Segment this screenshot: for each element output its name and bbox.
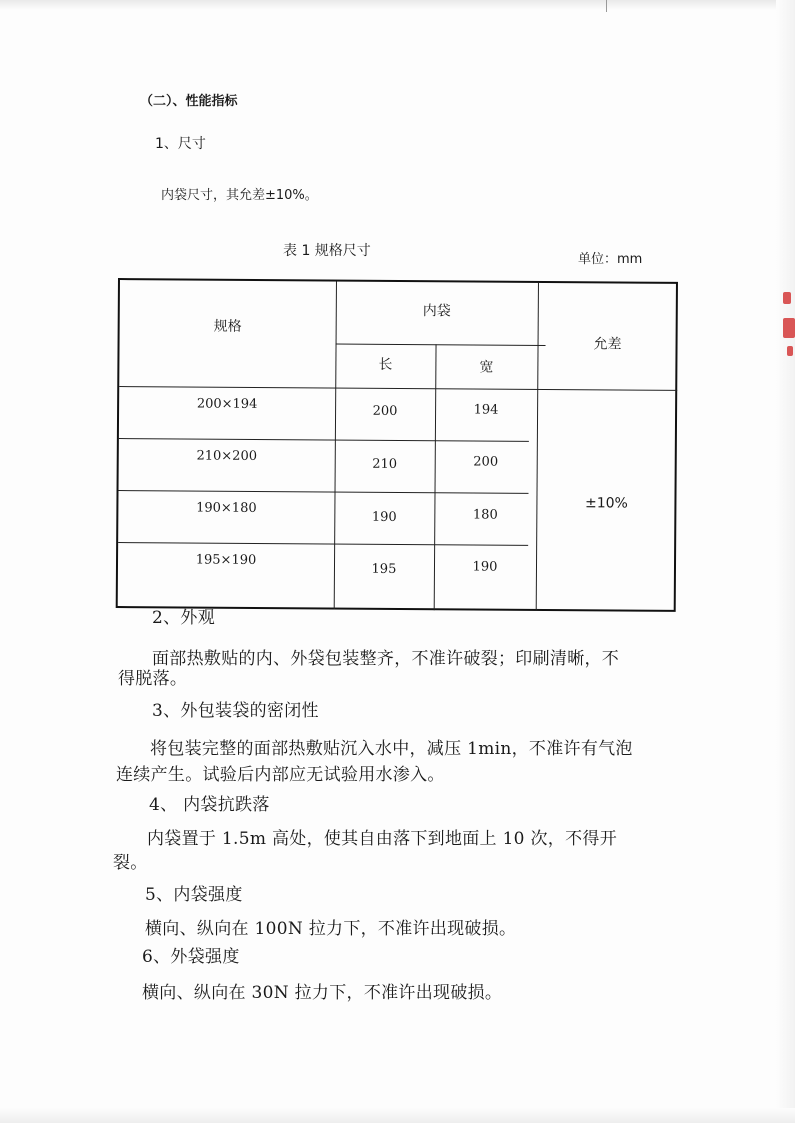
table-rule — [118, 542, 528, 546]
item4-text-line2: 裂。 — [113, 853, 148, 873]
header-inner-bag: 内袋 — [422, 303, 451, 320]
table-caption: 表 1 规格尺寸 — [283, 243, 371, 259]
table-rule — [336, 344, 546, 346]
item4-text-line1: 内袋置于 1.5m 高处，使其自由落下到地面上 10 次，不得开 — [147, 829, 618, 849]
item1-title: 1、尺寸 — [155, 136, 206, 152]
scan-artifact-line — [606, 0, 607, 12]
table-cell-spec: 195×190 — [195, 552, 257, 568]
item1-text: 内袋尺寸，其允差±10%。 — [161, 188, 318, 203]
table-cell-length: 200 — [372, 403, 398, 419]
table-rule — [119, 438, 529, 442]
spec-size-table — [116, 278, 678, 612]
section-title: （二）、性能指标 — [140, 94, 238, 109]
scan-top-edge — [0, 0, 795, 10]
table-cell-spec: 200×194 — [196, 396, 258, 412]
red-seal-fragment — [783, 292, 791, 304]
table-cell-width: 200 — [473, 454, 499, 470]
item2-title: 2、外观 — [152, 608, 216, 628]
table-cell-spec: 210×200 — [196, 448, 258, 464]
item3-text-line1: 将包装完整的面部热敷贴沉入水中，减压 1min，不准许有气泡 — [150, 739, 633, 759]
header-length: 长 — [378, 356, 393, 373]
item2-text-line1: 面部热敷贴的内、外袋包装整齐，不准许破裂；印刷清晰，不 — [152, 649, 620, 669]
red-seal-fragment — [783, 318, 795, 338]
table-cell-width: 180 — [472, 507, 498, 523]
table-cell-length: 190 — [371, 509, 397, 525]
scan-bottom-shadow — [0, 1108, 795, 1123]
item5-title: 5、内袋强度 — [145, 885, 243, 905]
table-cell-width: 190 — [472, 559, 498, 575]
table-cell-length: 210 — [372, 456, 398, 472]
header-tolerance: 允差 — [593, 336, 622, 353]
item3-title: 3、外包装袋的密闭性 — [152, 701, 319, 721]
item3-text-line2: 连续产生。试验后内部应无试验用水渗入。 — [116, 765, 445, 785]
table-cell-spec: 190×180 — [196, 500, 257, 516]
red-seal-fragment — [787, 346, 793, 356]
item6-title: 6、外袋强度 — [142, 947, 240, 967]
header-spec: 规格 — [213, 318, 242, 335]
scan-right-shadow — [776, 0, 795, 1123]
table-unit: 单位：mm — [578, 252, 643, 267]
item4-title: 4、 内袋抗跌落 — [149, 795, 270, 815]
table-rule — [119, 386, 677, 391]
tolerance-value: ±10% — [584, 495, 628, 512]
header-width: 宽 — [479, 359, 494, 376]
table-rule — [119, 490, 529, 494]
item2-text-line2: 得脱落。 — [118, 669, 188, 689]
item6-text: 横向、纵向在 30N 拉力下，不准许出现破损。 — [142, 983, 503, 1003]
table-cell-width: 194 — [473, 402, 499, 418]
table-cell-length: 195 — [371, 561, 397, 577]
item5-text: 横向、纵向在 100N 拉力下，不准许出现破损。 — [145, 919, 517, 939]
